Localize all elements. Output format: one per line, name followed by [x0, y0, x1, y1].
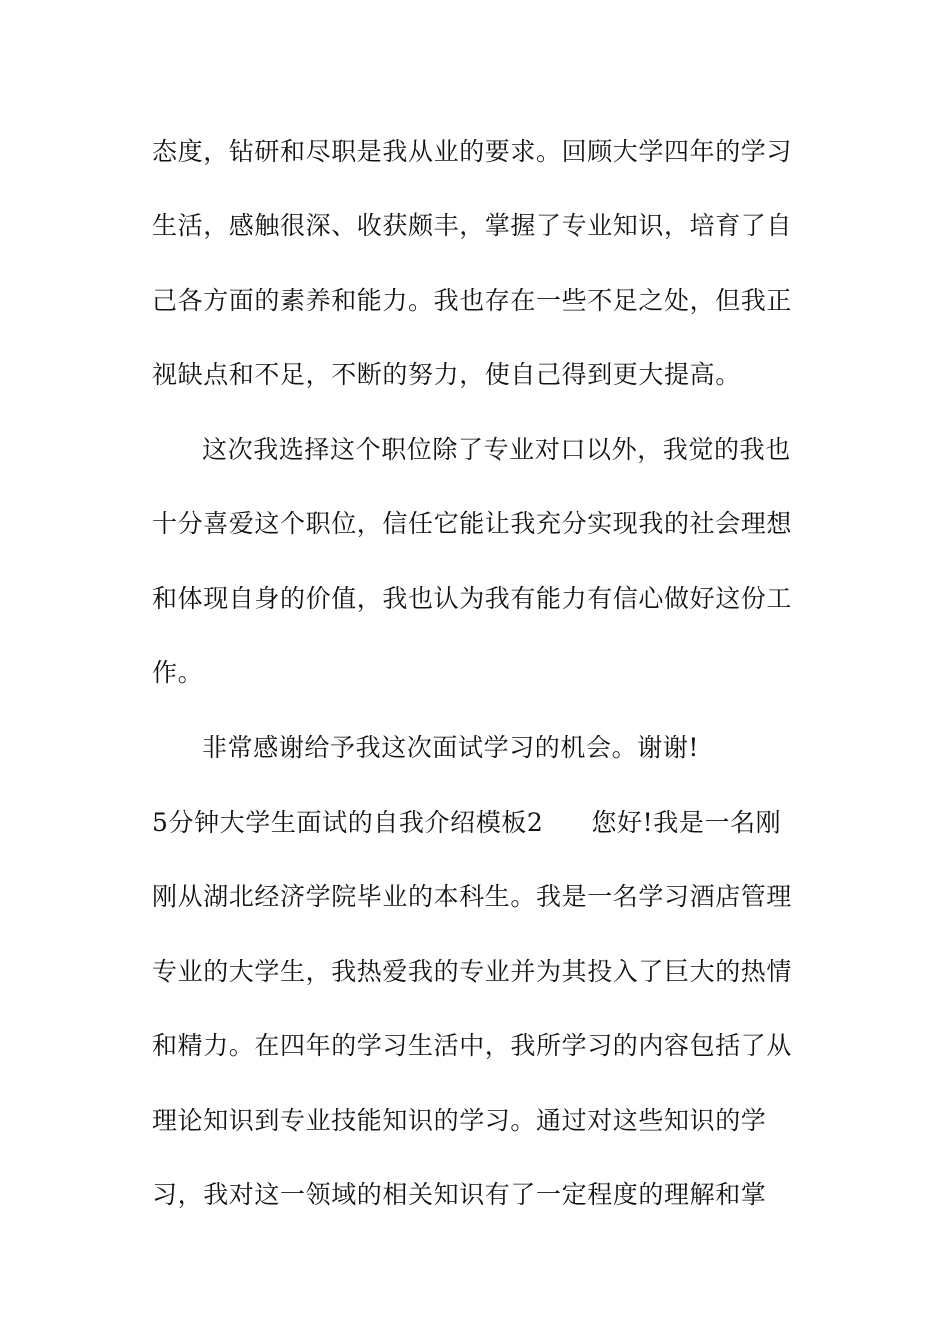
paragraph-start: 您好!我是一名刚: [591, 808, 782, 837]
text-line: 刚从湖北经济学院毕业的本科生。我是一名学习酒店管理: [152, 882, 793, 911]
text-line: 和精力。在四年的学习生活中，我所学习的内容包括了从: [152, 1031, 793, 1060]
text-line: 习，我对这一领域的相关知识有了一定程度的理解和掌: [152, 1180, 767, 1209]
text-line: 己各方面的素养和能力。我也存在一些不足之处，但我正: [152, 286, 793, 315]
paragraph-first-line: 非常感谢给予我这次面试学习的机会。谢谢!: [202, 733, 700, 762]
text-line: 理论知识到专业技能知识的学习。通过对这些知识的学: [152, 1106, 767, 1135]
text-line: 态度，钻研和尽职是我从业的要求。回顾大学四年的学习: [152, 137, 793, 166]
paragraph-first-line: 这次我选择这个职位除了专业对口以外，我觉的我也: [202, 435, 791, 464]
text-line: 作。: [152, 658, 204, 687]
text-line: 生活，感触很深、收获颇丰，掌握了专业知识，培育了自: [152, 211, 793, 240]
section-heading-line: [152, 808, 781, 838]
text-line: 视缺点和不足，不断的努力，使自己得到更大提高。: [152, 360, 741, 389]
text-line: 十分喜爱这个职位，信任它能让我充分实现我的社会理想: [152, 509, 793, 538]
section-heading: 5分钟大学生面试的自我介绍模板2: [152, 808, 544, 837]
text-line: 和体现自身的价值，我也认为我有能力有信心做好这份工: [152, 584, 793, 613]
text-line: 专业的大学生，我热爱我的专业并为其投入了巨大的热情: [152, 957, 793, 986]
